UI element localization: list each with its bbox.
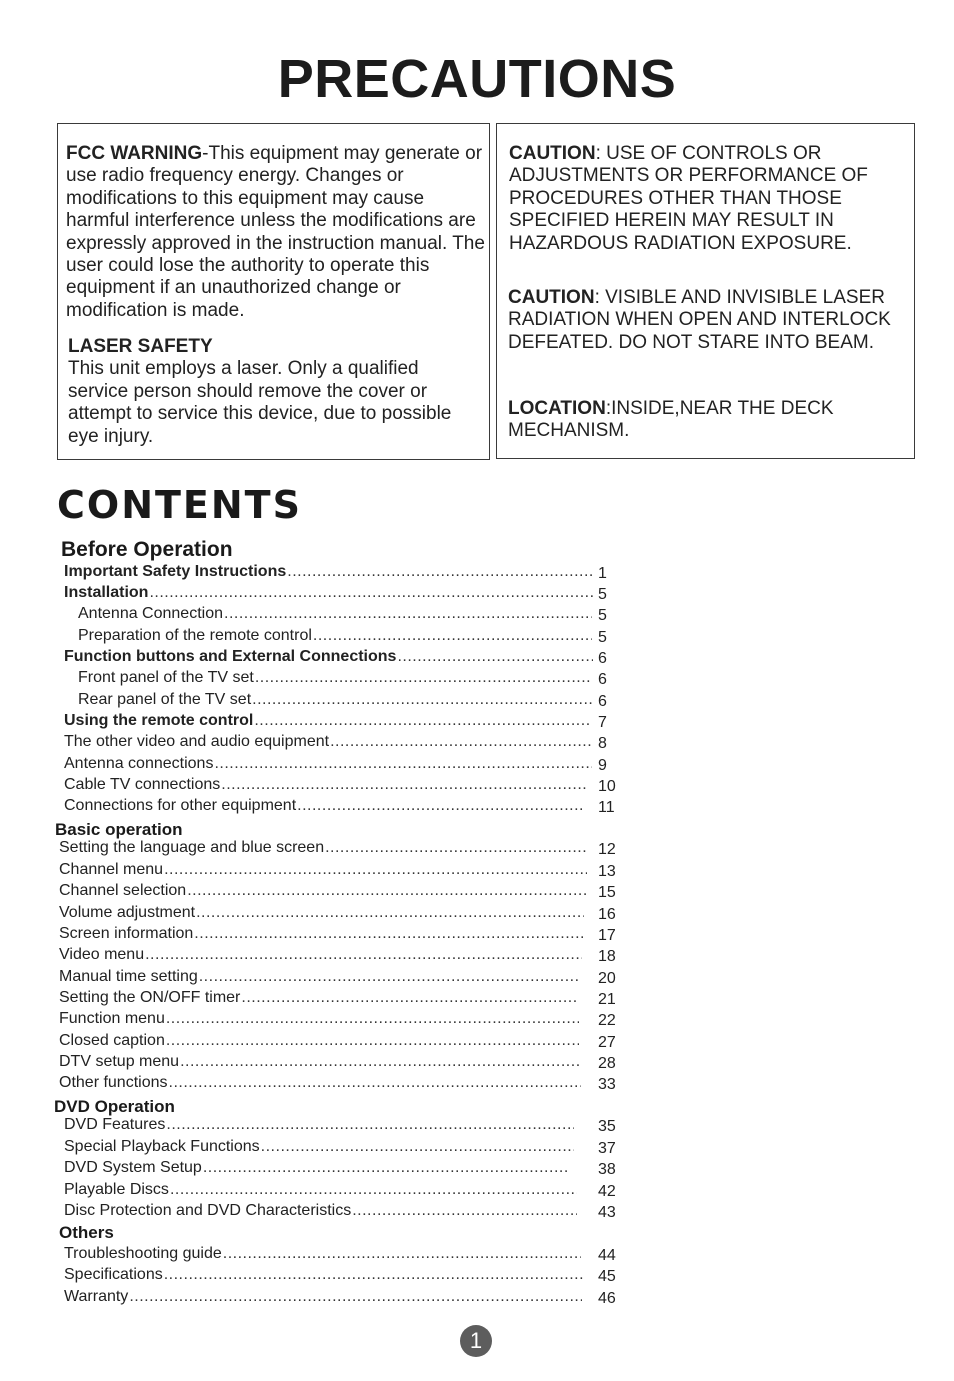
fcc-warning-paragraph: [66, 143, 486, 322]
location-paragraph: [508, 398, 900, 443]
location-label: LOCATION: [508, 398, 606, 419]
toc-label: Volume adjustment: [59, 904, 196, 921]
toc-leader-dots: [164, 860, 587, 880]
toc-leader-dots: [313, 626, 592, 646]
toc-label: Function menu: [59, 1010, 165, 1027]
section-others: Others: [59, 1223, 114, 1242]
toc-row: [64, 796, 586, 816]
toc-leader-dots: [149, 583, 594, 603]
caution-label: CAUTION: [508, 287, 595, 308]
toc-page-number: 12: [598, 841, 616, 858]
toc-row: [64, 754, 593, 774]
toc-label: Front panel of the TV set: [78, 669, 254, 686]
toc-row: [59, 860, 588, 880]
toc-leader-dots: [254, 711, 592, 731]
toc-page-number: 21: [598, 991, 616, 1008]
toc-leader-dots: [129, 1287, 582, 1307]
caution-laser-paragraph: [508, 287, 900, 354]
toc-row: [59, 988, 580, 1008]
toc-leader-dots: [223, 1244, 581, 1264]
toc-label: Channel menu: [59, 861, 164, 878]
toc-row: [59, 1031, 580, 1051]
toc-leader-dots: [196, 903, 584, 923]
fcc-warning-label: FCC WARNING: [66, 143, 203, 164]
toc-page-number: 18: [598, 948, 616, 965]
toc-page-number: 42: [598, 1183, 616, 1200]
toc-label: DVD Features: [64, 1116, 166, 1133]
toc-label: Channel selection: [59, 882, 187, 899]
toc-page-number: 17: [598, 927, 616, 944]
contents-title: CONTENTS: [57, 483, 302, 527]
toc-label: Connections for other equipment: [64, 797, 297, 814]
toc-row: [59, 945, 583, 965]
toc-label: Playable Discs: [64, 1181, 169, 1198]
page-title: PRECAUTIONS: [277, 49, 677, 109]
toc-row: [64, 583, 595, 603]
toc-row: [59, 1009, 580, 1029]
toc-leader-dots: [221, 775, 588, 795]
page-number-badge: 1: [460, 1325, 492, 1357]
toc-label: Special Playback Functions: [64, 1138, 260, 1155]
toc-label: Manual time setting: [59, 968, 198, 985]
toc-label: Other functions: [59, 1074, 168, 1091]
toc-leader-dots: [325, 838, 587, 858]
toc-label: Important Safety Instructions: [64, 563, 287, 580]
section-before-operation: Before Operation: [61, 538, 233, 561]
toc-label: Installation: [64, 584, 149, 601]
toc-label: Disc Protection and DVD Characteristics: [64, 1202, 352, 1219]
toc-leader-dots: [164, 1265, 585, 1285]
location-text: :INSIDE,NEAR THE DECK MECHANISM.: [508, 398, 834, 442]
toc-row: [78, 604, 593, 624]
section-basic-operation: Basic operation: [55, 820, 183, 839]
toc-label: Cable TV connections: [64, 776, 221, 793]
caution-laser-text: : VISIBLE AND INVISIBLE LASER RADIATION WHEN OPEN AND INTERLOCK DEFEATED. DO NOT STARE INTO BEAM.: [508, 287, 891, 353]
toc-label: Troubleshooting guide: [64, 1245, 222, 1262]
toc-page-number: 35: [598, 1118, 616, 1135]
toc-page-number: 8: [598, 735, 607, 752]
toc-page-number: 7: [598, 714, 607, 731]
toc-page-number: 38: [598, 1161, 616, 1178]
toc-leader-dots: [397, 647, 593, 667]
toc-page-number: 37: [598, 1140, 616, 1157]
toc-label: Function buttons and External Connections: [64, 648, 397, 665]
toc-row: [64, 1180, 578, 1200]
toc-page-number: 10: [598, 778, 616, 795]
toc-page-number: 13: [598, 863, 616, 880]
toc-row: [64, 711, 593, 731]
toc-leader-dots: [145, 945, 582, 965]
toc-row: [64, 1244, 582, 1264]
toc-page-number: 11: [598, 799, 615, 816]
toc-row: [64, 775, 589, 795]
toc-row: [59, 881, 588, 901]
toc-label: The other video and audio equipment: [64, 733, 330, 750]
toc-leader-dots: [166, 1009, 579, 1029]
toc-page-number: 43: [598, 1204, 616, 1221]
toc-page-number: 15: [598, 884, 616, 901]
toc-label: Antenna Connection: [78, 605, 223, 622]
toc-leader-dots: [169, 1073, 582, 1093]
toc-leader-dots: [194, 924, 585, 944]
laser-safety-paragraph: [68, 336, 458, 448]
toc-label: DTV setup menu: [59, 1053, 180, 1070]
toc-leader-dots: [255, 668, 592, 688]
toc-page-number: 22: [598, 1012, 616, 1029]
toc-leader-dots: [199, 967, 580, 987]
toc-page-number: 27: [598, 1034, 616, 1051]
toc-row: [64, 732, 593, 752]
toc-leader-dots: [170, 1180, 577, 1200]
toc-leader-dots: [330, 732, 592, 752]
toc-leader-dots: [297, 796, 585, 816]
toc-label: Closed caption: [59, 1032, 165, 1049]
toc-leader-dots: [224, 604, 592, 624]
toc-row: [64, 1265, 586, 1285]
toc-row: [64, 1158, 571, 1178]
section-dvd-operation: DVD Operation: [54, 1097, 175, 1116]
laser-safety-text: This unit employs a laser. Only a qualified service person should remove the cover or attempt to service this device, due to possible eye injury.: [68, 358, 452, 447]
toc-leader-dots: [287, 562, 594, 582]
toc-row: [59, 967, 581, 987]
toc-page-number: 33: [598, 1076, 616, 1093]
toc-row: [59, 1052, 580, 1072]
toc-leader-dots: [241, 988, 579, 1008]
toc-label: Video menu: [59, 946, 145, 963]
toc-label: DVD System Setup: [64, 1159, 202, 1176]
toc-page-number: 45: [598, 1268, 616, 1285]
toc-row: [78, 690, 593, 710]
caution-controls-paragraph: [509, 143, 889, 255]
toc-row: [64, 1137, 575, 1157]
toc-label: Using the remote control: [64, 712, 254, 729]
toc-label: Warranty: [64, 1288, 129, 1305]
toc-label: Rear panel of the TV set: [78, 691, 252, 708]
toc-row: [78, 668, 593, 688]
toc-leader-dots: [187, 881, 587, 901]
toc-leader-dots: [252, 690, 592, 710]
toc-page-number: 6: [598, 693, 607, 710]
toc-row: [64, 1201, 578, 1221]
toc-page-number: 1: [598, 565, 607, 582]
toc-page-number: 46: [598, 1290, 616, 1307]
toc-row: [64, 562, 595, 582]
toc-leader-dots: [261, 1137, 574, 1157]
fcc-warning-text: -This equipment may generate or use radio frequency energy. Changes or modifications to this equipment may cause harmful interference unless the modifications are expressly approved in the instruction manual. The user could lose the authority to operate this equipment if an unauthorized change or modification is made.: [66, 143, 485, 321]
toc-page-number: 5: [598, 586, 607, 603]
toc-label: Setting the ON/OFF timer: [59, 989, 241, 1006]
toc-row: [78, 626, 593, 646]
toc-page-number: 5: [598, 629, 607, 646]
toc-row: [64, 1115, 575, 1135]
toc-page-number: 44: [598, 1247, 616, 1264]
toc-page-number: 20: [598, 970, 616, 987]
toc-page-number: 6: [598, 650, 607, 667]
toc-page-number: 6: [598, 671, 607, 688]
caution-controls-text: : USE OF CONTROLS OR ADJUSTMENTS OR PERFORMANCE OF PROCEDURES OTHER THAN THOSE SPECIFIED HEREIN MAY RESULT IN HAZARDOUS RADIATION EXPOSURE.: [509, 143, 868, 254]
toc-label: Setting the language and blue screen: [59, 839, 325, 856]
toc-page-number: 28: [598, 1055, 616, 1072]
toc-label: Specifications: [64, 1266, 163, 1283]
toc-label: Preparation of the remote control: [78, 627, 312, 644]
toc-page-number: 9: [598, 757, 607, 774]
toc-row: [64, 1287, 583, 1307]
toc-leader-dots: [352, 1201, 577, 1221]
toc-row: [59, 903, 585, 923]
toc-leader-dots: [166, 1115, 574, 1135]
caution-label: CAUTION: [509, 143, 596, 164]
toc-leader-dots: [166, 1031, 579, 1051]
laser-safety-heading: LASER SAFETY: [68, 336, 213, 357]
toc-leader-dots: [214, 754, 592, 774]
toc-row: [64, 647, 594, 667]
toc-row: [59, 838, 588, 858]
toc-page-number: 16: [598, 906, 616, 923]
toc-label: Screen information: [59, 925, 194, 942]
toc-leader-dots: [180, 1052, 579, 1072]
toc-row: [59, 1073, 582, 1093]
toc-leader-dots: [203, 1158, 570, 1178]
toc-label: Antenna connections: [64, 755, 214, 772]
toc-page-number: 5: [598, 607, 607, 624]
toc-row: [59, 924, 586, 944]
